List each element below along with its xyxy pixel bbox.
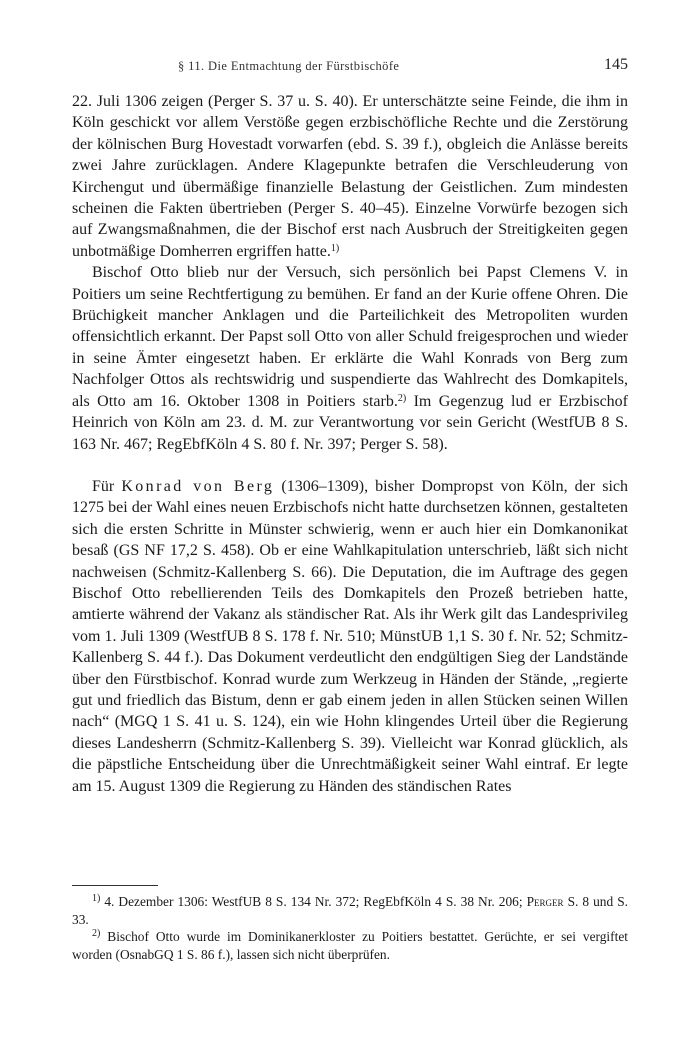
footnote-2-text: Bischof Otto wurde im Dominikanerkloster zu Poitiers bestattet. Gerüchte, er sei vergiftet worden (OsnabGQ 1 S. 86 f.), lassen sich nicht überprüfen. [72,929,628,962]
page-number: 145 [604,56,628,73]
footnote-ref-2[interactable]: 2) [397,392,407,404]
paragraph-2-text-b: Im Gegenzug lud er Erzbischof Heinrich von Köln am 23. d. M. zur Verantwortung vor sein Gericht (WestfUB 8 S. 163 Nr. 467; RegEbfKöln 4 S. 80 f. Nr. 397; Perger S. 58). [72,392,629,453]
footnote-1-mark: 1) [92,893,101,904]
footnote-ref-1-number: 1 [330,242,336,254]
paragraph-3-text: (1306–1309), bisher Dompropst von Köln, der sich 1275 bei der Wahl eines neuen Erzbischofs nicht hatte durchsetzen können, gestalteten sich die ersten Schritte in Münster schwierig, wenn er auch hier ein Domkanonikat besaß (GS NF 17,2 S. 458). Ob er eine Wahlkapitulation unterschrieb, läßt sich nicht nachweisen (Schmitz-Kallenberg S. 66). Die Deputation, die im Auftrage des gegen Bischof Otto rebellierenden Teils des Domkapitels den Prozeß betrieben hatte, amtierte während der Vakanz als ständischer Rat. Als ihr Werk gilt das Landesprivileg vom 1. Juli 1309 (WestfUB 8 S. 178 f. Nr. 510; MünstUB 1,1 S. 30 f. Nr. 52; Schmitz-Kallenberg S. 44 f.). Das Dokument verdeutlicht den endgültigen Sieg der Landstände über den Fürstbischof. Konrad wurde zum Werkzeug in Händen der Stände, „regierte gut und friedlich das Bistum, denn er gab einem jeden in allen Stücken seinen Willen nach“ (MGQ 1 S. 41 u. S. 124), ein wie Hohn klingendes Urteil über die Regierung dieses Landesherrn (Schmitz-Kallenberg S. 39). Vielleicht war Konrad glücklich, als die päpstliche Entscheidung über die Unrechtmäßigkeit seiner Wahl eintraf. Er legte am 15. August 1309 die Regierung zu Händen des ständischen Rates [72,477,628,795]
running-head [72,56,628,78]
footnote-1-text: 4. Dezember 1306: WestfUB 8 S. 134 Nr. 372; RegEbfKöln 4 S. 38 Nr. 206; [100,894,527,909]
footnote-2 [72,928,628,963]
paragraph-1 [72,91,628,262]
footnotes [72,893,628,963]
body-text [72,91,628,797]
paragraph-2 [72,262,628,455]
footnote-ref-2-number: 2 [397,392,403,404]
bishop-name: Konrad von Berg [121,477,275,495]
footnote-1 [72,893,628,928]
paragraph-2-text-a: Bischof Otto blieb nur der Versuch, sich persönlich bei Papst Clemens V. in Poitiers um seine Rechtfertigung zu bemühen. Er fand an der Kurie offene Ohren. Die Brüchigkeit mancher Anklagen und die Parteilichkeit des Metropoliten wurden offensichtlich erkannt. Der Papst soll Otto von aller Schuld freigesprochen und wieder in seine Ämter eingesetzt haben. Er erklärte die Wahl Konrads von Berg zum Nachfolger Ottos als rechtswidrig und suspendierte das Wahlrecht des Domkapitels, als Otto am 16. Oktober 1308 in Poitiers starb. [72,264,628,410]
footnote-1-tail: S. 8 und S. 33. [72,894,628,927]
footnote-1-mark-number: 1 [92,893,97,904]
paragraph-3-lead: Für [92,477,122,495]
footnote-rule [72,885,158,886]
footnote-2-mark: 2) [92,928,101,939]
paragraph-1-text: 22. Juli 1306 zeigen (Perger S. 37 u. S. 40). Er unterschätzte seine Feinde, die ihm in Köln geschickt vor allem Verstöße gegen erzbischöfliche Rechte und die Zerstörung der kölnischen Burg Hovestadt vorwarfen (ebd. S. 39 f.), obgleich die Anlässe bereits zwei Jahre zurücklagen. Andere Klagepunkte betrafen die Verschleuderung von Kirchengut und übermäßige finanzielle Belastung der Geistlichen. Zum mindesten scheinen die Fakten übertrieben (Perger S. 40–45). Einzelne Vorwürfe bezogen sich auf Zwangsmaßnahmen, die der Bischof erst nach Ausbruch der Streitigkeiten gegen unbotmäßige Domherren ergriffen hatte. [72,93,628,260]
paragraph-3 [72,476,628,797]
footnote-2-mark-number: 2 [92,928,97,939]
footnote-1-author: Perger [526,894,564,909]
footnote-ref-1[interactable]: 1) [330,242,340,254]
section-gap [72,455,628,476]
running-title: § 11. Die Entmachtung der Fürstbischöfe [178,59,400,73]
